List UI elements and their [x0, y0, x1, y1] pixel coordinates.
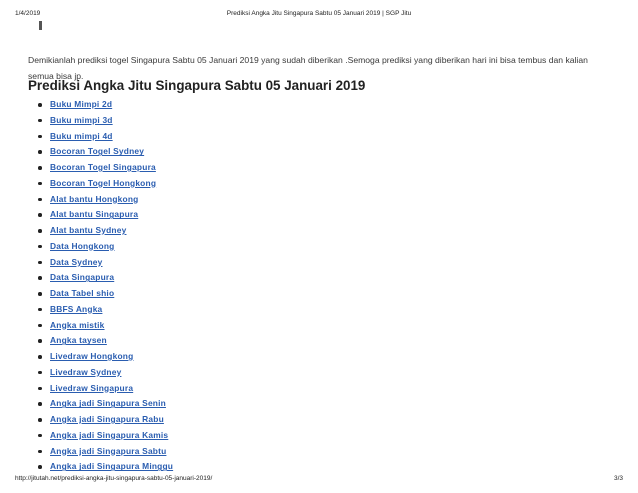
list-item — [38, 396, 173, 412]
article-link[interactable]: Data Singapura — [50, 272, 115, 283]
bullet-icon — [38, 276, 42, 280]
bullet-icon — [38, 292, 42, 296]
bullet-icon — [38, 213, 42, 217]
print-header — [15, 10, 623, 20]
bullet-icon — [38, 324, 42, 328]
scroll-marker — [39, 21, 42, 30]
intro-paragraph: Demikianlah prediksi togel Singapura Sabtu 05 Januari 2019 yang sudah diberikan .Semoga prediksi yang diberikan hari ini bisa tembus dan kalian semua bisa jp. — [28, 54, 588, 81]
bullet-icon — [38, 450, 42, 454]
list-item — [38, 207, 173, 223]
article-link[interactable]: Livedraw Singapura — [50, 382, 134, 393]
bullet-icon — [38, 198, 42, 202]
list-item — [38, 239, 173, 255]
bullet-icon — [38, 182, 42, 186]
article-link[interactable]: Angka jadi Singapura Kamis — [50, 429, 169, 440]
list-item — [38, 333, 173, 349]
article-link[interactable]: Data Sydney — [50, 256, 103, 267]
list-item — [38, 459, 173, 475]
article-link[interactable]: BBFS Angka — [50, 303, 103, 314]
bullet-icon — [38, 119, 42, 123]
article-link[interactable]: Alat bantu Singapura — [50, 209, 139, 220]
print-page-title: Prediksi Angka Jitu Singapura Sabtu 05 Januari 2019 | SGP Jitu — [226, 10, 412, 17]
list-item — [38, 270, 173, 286]
article-link[interactable]: Angka jadi Singapura Sabtu — [50, 445, 167, 456]
list-item — [38, 255, 173, 271]
page-url: http://jitutah.net/prediksi-angka-jitu-singapura-sabtu-05-januari-2019/ — [15, 475, 213, 482]
list-item — [38, 129, 173, 145]
list-item — [38, 97, 173, 113]
list-item — [38, 318, 173, 334]
article-link[interactable]: Buku Mimpi 2d — [50, 99, 113, 109]
article-link[interactable]: Livedraw Hongkong — [50, 351, 134, 361]
article-link[interactable]: Angka jadi Singapura Senin — [50, 398, 166, 409]
bullet-icon — [38, 371, 42, 375]
bullet-icon — [38, 434, 42, 438]
article-link[interactable]: Buku mimpi 3d — [50, 114, 113, 125]
article-link[interactable]: Bocoran Togel Hongkong — [50, 177, 157, 188]
bullet-icon — [38, 387, 42, 391]
article-link[interactable]: Angka jadi Singapura Minggu — [50, 461, 174, 472]
list-item — [38, 286, 173, 302]
article-link[interactable]: Alat bantu Sydney — [50, 225, 127, 235]
list-item — [38, 381, 173, 397]
article-link[interactable]: Angka jadi Singapura Rabu — [50, 414, 164, 424]
article-link[interactable]: Livedraw Sydney — [50, 366, 122, 377]
list-item — [38, 302, 173, 318]
page-number: 3/3 — [613, 475, 623, 482]
print-date: 1/4/2019 — [15, 10, 41, 17]
article-link[interactable]: Buku mimpi 4d — [50, 130, 113, 141]
link-list — [38, 97, 173, 475]
article-link[interactable]: Angka taysen — [50, 335, 107, 346]
article-link[interactable]: Alat bantu Hongkong — [50, 193, 139, 204]
print-footer — [15, 475, 623, 485]
list-item — [38, 113, 173, 129]
list-item — [38, 365, 173, 381]
bullet-icon — [38, 418, 42, 422]
bullet-icon — [38, 166, 42, 170]
list-item — [38, 349, 173, 365]
article-link[interactable]: Data Tabel shio — [50, 288, 115, 298]
article-link[interactable]: Angka mistik — [50, 319, 105, 330]
bullet-icon — [38, 103, 42, 107]
bullet-icon — [38, 355, 42, 359]
list-item — [38, 444, 173, 460]
bullet-icon — [38, 245, 42, 249]
list-item — [38, 176, 173, 192]
bullet-icon — [38, 150, 42, 154]
list-item — [38, 412, 173, 428]
bullet-icon — [38, 402, 42, 406]
list-item — [38, 428, 173, 444]
article-heading: Prediksi Angka Jitu Singapura Sabtu 05 Januari 2019 — [28, 78, 366, 93]
article-link[interactable]: Bocoran Togel Singapura — [50, 162, 156, 172]
article-link[interactable]: Bocoran Togel Sydney — [50, 146, 145, 157]
article-link[interactable]: Data Hongkong — [50, 240, 115, 251]
list-item — [38, 192, 173, 208]
bullet-icon — [38, 229, 42, 233]
bullet-icon — [38, 465, 42, 469]
list-item — [38, 144, 173, 160]
bullet-icon — [38, 339, 42, 343]
list-item — [38, 223, 173, 239]
list-item — [38, 160, 173, 176]
bullet-icon — [38, 308, 42, 312]
bullet-icon — [38, 261, 42, 265]
bullet-icon — [38, 135, 42, 139]
